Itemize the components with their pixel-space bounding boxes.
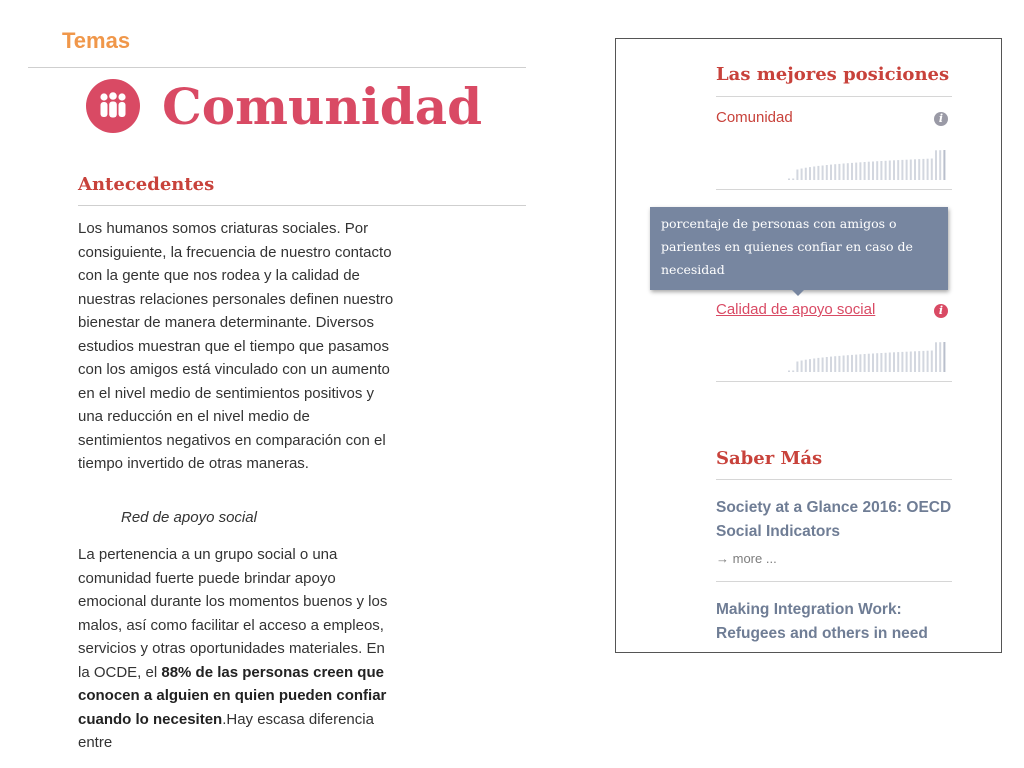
sparkline-bar — [931, 351, 933, 373]
divider — [716, 189, 952, 190]
sparkline-bar — [897, 352, 899, 372]
sparkline-bar — [868, 354, 870, 372]
sparkline-bar — [885, 353, 887, 372]
article-subheading: Red de apoyo social — [121, 509, 257, 526]
divider — [716, 479, 952, 480]
sparkline-bar — [843, 164, 845, 181]
sparkline-bar — [813, 167, 815, 181]
sparkline-bar — [935, 342, 937, 372]
divider — [28, 67, 526, 68]
paragraph-highlight: 88% de las personas creen que conocen a alguien en quien pueden confiar cuando lo necesiten — [78, 663, 387, 728]
paragraph-text: La pertenencia a un grupo social o una comunidad fuerte puede brindar apoyo emocional durante los momentos buenos y los malos, así como facilitar el acceso a empleos, servicios y otras oportunidades materiales. En la OCDE, el — [78, 546, 388, 681]
paragraph-text: .Hay escasa diferencia entre — [78, 710, 374, 751]
sparkline-bar — [817, 358, 819, 372]
sparkline-bar — [931, 159, 933, 181]
sparkline-bar — [893, 160, 895, 180]
sparkline-bar — [876, 353, 878, 372]
sparkline-bar — [927, 159, 929, 180]
sparkline-bar — [822, 358, 824, 373]
sparkline-bar — [893, 352, 895, 372]
sparkline-bar — [796, 362, 798, 373]
sparkline-bar — [788, 371, 790, 373]
people-group-icon — [86, 79, 140, 133]
sparkline-bar — [872, 354, 874, 373]
sparkline-bar — [910, 352, 912, 373]
sparkline-bar — [864, 162, 866, 180]
tooltip: porcentaje de personas con amigos o parientes en quienes confiar en caso de necesidad — [650, 207, 948, 290]
sparkline-bar — [918, 351, 920, 372]
sparkline-bar — [805, 360, 807, 372]
sparkline-bar — [906, 160, 908, 180]
sparkline-bar — [834, 164, 836, 180]
info-icon[interactable]: i — [934, 112, 948, 126]
sparkline-bar — [809, 167, 811, 180]
divider — [716, 381, 952, 382]
sparkline-bar — [939, 150, 941, 180]
sparkline-bar — [830, 357, 832, 372]
publication-title[interactable]: Society at a Glance 2016: OECD Social Indicators — [716, 499, 952, 540]
sparkline-bar — [922, 159, 924, 180]
sparkline-bar — [796, 170, 798, 181]
learn-more-title: Saber Más — [716, 448, 823, 469]
sparkline-bar — [901, 352, 903, 372]
sparkline-bar — [885, 161, 887, 180]
sparkline-bar — [830, 165, 832, 180]
sparkline-bar — [859, 162, 861, 180]
sparkline-bar — [918, 159, 920, 180]
sparkline-bar — [876, 161, 878, 180]
topic-header — [86, 74, 482, 138]
sparkline-bar — [792, 371, 794, 373]
ranking-label-comunidad[interactable]: Comunidad — [716, 109, 793, 126]
sparkline-bar — [843, 356, 845, 373]
sparkline-bar — [914, 351, 916, 372]
more-link[interactable]: → more ... — [716, 551, 777, 566]
divider — [78, 205, 526, 206]
sparkline-bar — [864, 354, 866, 372]
sparkline-bar — [880, 353, 882, 372]
sparkline-bar — [889, 353, 891, 373]
sparkline-bar — [838, 356, 840, 372]
sparkline-bar — [859, 354, 861, 372]
sparkline-bar — [847, 355, 849, 372]
sparkline-bar — [826, 357, 828, 372]
sparkline-bar — [792, 179, 794, 181]
sparkline-bar — [801, 361, 803, 373]
sparkline-bar — [805, 168, 807, 180]
sparkline-bar — [910, 160, 912, 181]
divider — [716, 96, 952, 97]
sparkline-bar — [939, 342, 941, 372]
sparkline-bar — [927, 351, 929, 372]
sparkline-bar — [809, 359, 811, 372]
sparkline-bar — [901, 160, 903, 180]
article-paragraph: Los humanos somos criaturas sociales. Por consiguiente, la frecuencia de nuestro contacto con la gente que nos rodea y la calidad de nuestras relaciones personales definen nuestro bienestar de manera determinante. Diversos estudios muestran que el tiempo que pasamos con los amigos está vinculado con un aumento en el nivel medio de sentimientos positivos y una reducción en el nivel medio de sentimientos negativos en comparación con el tiempo invertido de otras maneras. — [78, 220, 394, 472]
sparkline-bar — [897, 160, 899, 180]
publication-title[interactable]: Making Integration Work: Refugees and others in need — [716, 601, 928, 642]
section-heading: Antecedentes — [78, 174, 215, 195]
sparkline-bar — [834, 356, 836, 372]
sparkline-bar — [817, 166, 819, 180]
page-title: Comunidad — [162, 76, 483, 136]
sparkline-bar — [935, 150, 937, 180]
ranking-sparkline — [788, 332, 950, 372]
divider — [716, 581, 952, 582]
sparkline-bar — [914, 159, 916, 180]
sparkline-bar — [906, 352, 908, 372]
sparkline-bar — [889, 161, 891, 181]
tooltip-arrow — [792, 290, 804, 296]
article-paragraph — [78, 543, 400, 755]
sparkline-bar — [822, 166, 824, 181]
info-icon[interactable]: i — [934, 304, 948, 318]
sparkline-bar — [813, 359, 815, 373]
sparkline-bar — [851, 355, 853, 372]
ranking-sparkline — [788, 140, 950, 180]
sparkline-bar — [880, 161, 882, 180]
sparkline-bar — [851, 163, 853, 180]
section-label[interactable]: Temas — [62, 28, 131, 53]
sparkline-bar — [943, 150, 945, 180]
sparkline-bar — [801, 169, 803, 181]
ranking-label-social-support[interactable]: Calidad de apoyo social — [716, 301, 876, 318]
rankings-title: Las mejores posiciones — [716, 64, 950, 85]
sparkline-bar — [788, 179, 790, 181]
sparkline-bar — [838, 164, 840, 180]
sparkline-bar — [826, 165, 828, 180]
sparkline-bar — [872, 162, 874, 181]
sparkline-bar — [855, 163, 857, 180]
sparkline-bar — [868, 162, 870, 180]
sparkline-bar — [922, 351, 924, 372]
sparkline-bar — [855, 355, 857, 372]
sparkline-bar — [943, 342, 945, 372]
sparkline-bar — [847, 163, 849, 180]
sidebar-panel — [615, 38, 1002, 653]
